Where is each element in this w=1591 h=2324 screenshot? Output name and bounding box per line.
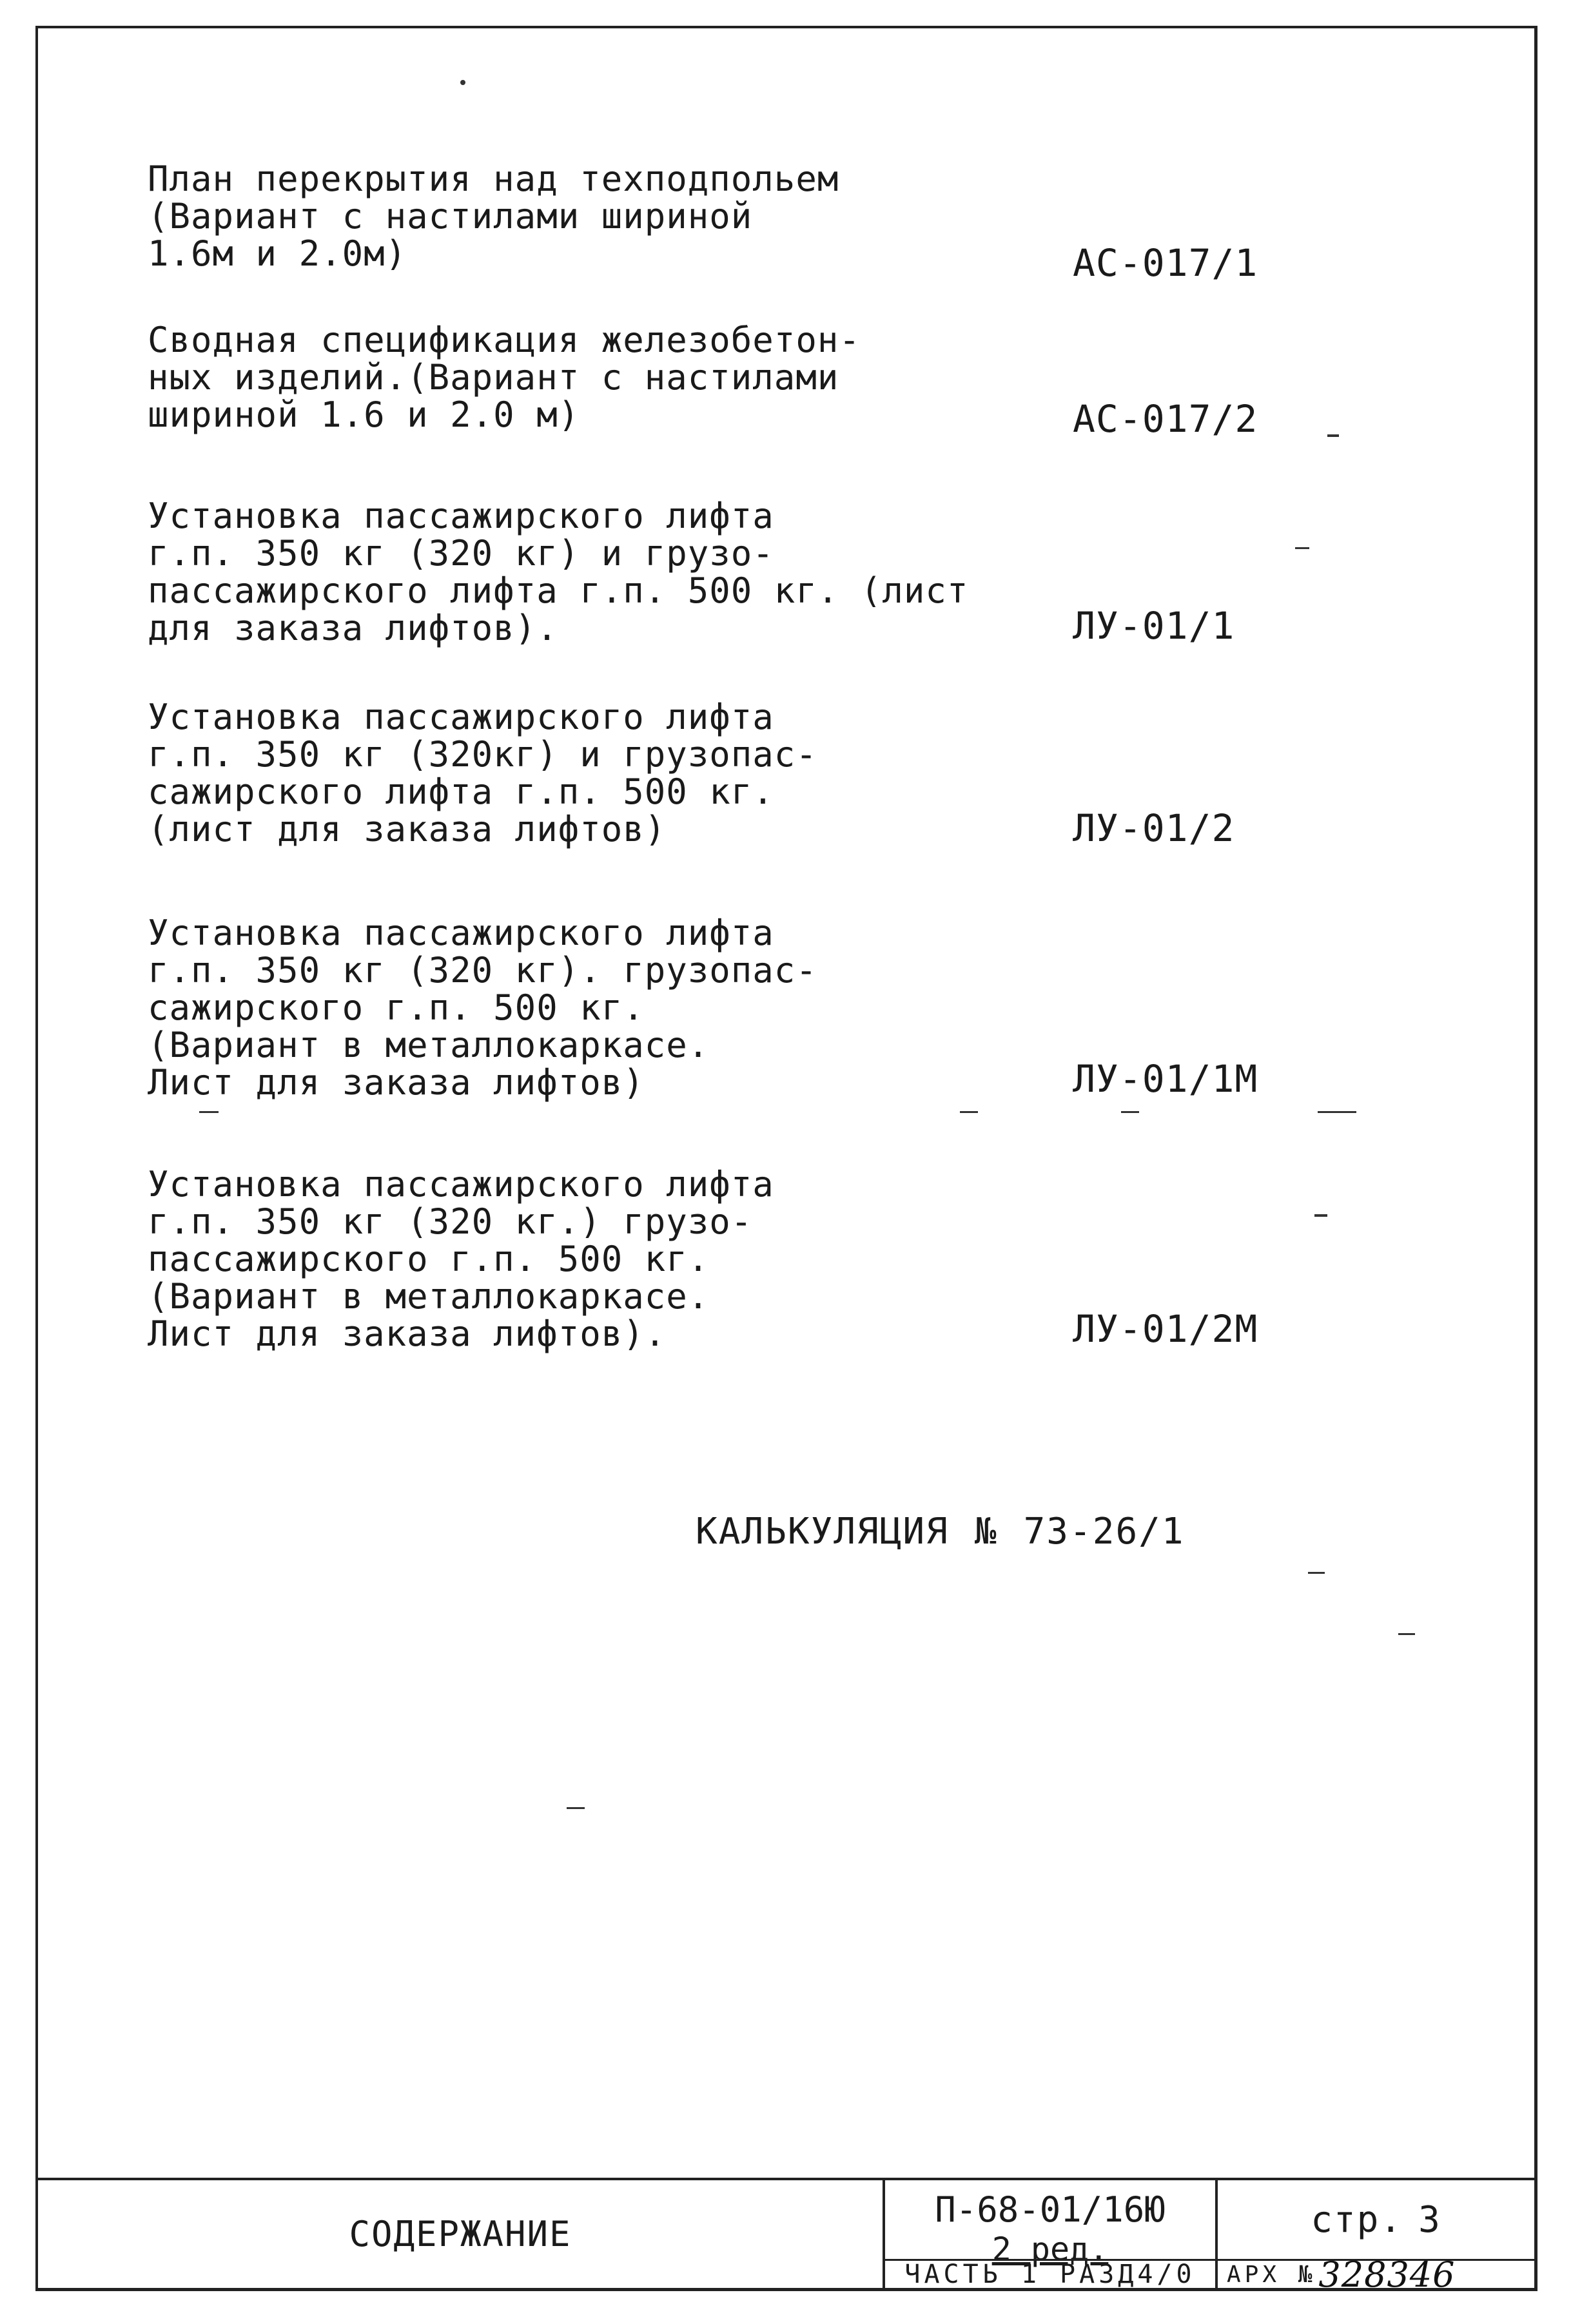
scan-speck (1314, 1214, 1327, 1217)
entry-description: Сводная спецификация железобетон- ных изделий.(Вариант с настилами шириной 1.6 и 2.0 м) (148, 320, 861, 435)
entry-description: Установка пассажирского лифта г.п. 350 кг (320 кг.) грузо- пассажирского г.п. 500 кг. (Вариант в металлокаркасе. Лист для заказа лифтов). (148, 1164, 774, 1354)
scan-speck (1318, 1111, 1356, 1113)
scan-speck (960, 1111, 978, 1113)
scan-speck (199, 1111, 219, 1113)
entry-description: Установка пассажирского лифта г.п. 350 кг (320 кг) и грузо- пассажирского лифта г.п. 500 кг. (лист для заказа лифтов). (148, 496, 969, 648)
scan-speck (1308, 1572, 1325, 1574)
entry-description: Установка пассажирского лифта г.п. 350 кг (320кг) и грузопас- сажирского лифта г.п. 500 кг. (лист для заказа лифтов) (148, 697, 817, 849)
entry-code: ЛУ-01/1 (1073, 604, 1235, 648)
entry-code: АС-017/2 (1073, 397, 1258, 441)
scan-speck (1327, 434, 1339, 437)
page-cell (1218, 2180, 1534, 2259)
title-block (38, 2178, 1534, 2295)
page-number: 3 (1418, 2198, 1441, 2241)
document-title: СОДЕРЖАНИЕ (349, 2214, 572, 2254)
number-sign: № (974, 1511, 998, 1553)
scan-speck (1398, 1633, 1415, 1635)
scan-speck (567, 1807, 585, 1809)
entry-code: ЛУ-01/2 (1073, 806, 1235, 850)
calculation-number: 73-26/1 (1023, 1511, 1185, 1553)
entry-description: План перекрытия над техподпольем (Вариант с настилами шириной 1.6м и 2.0м) (148, 159, 839, 274)
scan-speck (1295, 547, 1309, 549)
part-section: ЧАСТЬ 1 РАЗД4/0 (883, 2259, 1218, 2288)
revision: 2 ред. (991, 2231, 1109, 2268)
scan-speck (460, 80, 465, 85)
calculation-label: КАЛЬКУЛЯЦИЯ (696, 1511, 949, 1553)
entry-code: ЛУ-01/2М (1073, 1307, 1258, 1351)
entry-code: АС-017/1 (1073, 241, 1258, 285)
archive-number: 328346 (1318, 2254, 1456, 2295)
page-label: стр. (1311, 2198, 1403, 2241)
archive-cell (1218, 2254, 1534, 2295)
archive-label: АРХ № (1227, 2261, 1316, 2288)
doc-code: П-68-01/16Ю (935, 2189, 1166, 2230)
calculation-line (696, 1511, 1185, 1553)
entry-description: Установка пассажирского лифта г.п. 350 кг (320 кг). грузопас- сажирского г.п. 500 кг. (Вариант в металлокаркасе. Лист для заказа лифтов) (148, 913, 817, 1103)
scan-speck (1121, 1111, 1139, 1113)
entry-code: ЛУ-01/1М (1073, 1057, 1258, 1101)
document-sheet (35, 26, 1537, 2295)
